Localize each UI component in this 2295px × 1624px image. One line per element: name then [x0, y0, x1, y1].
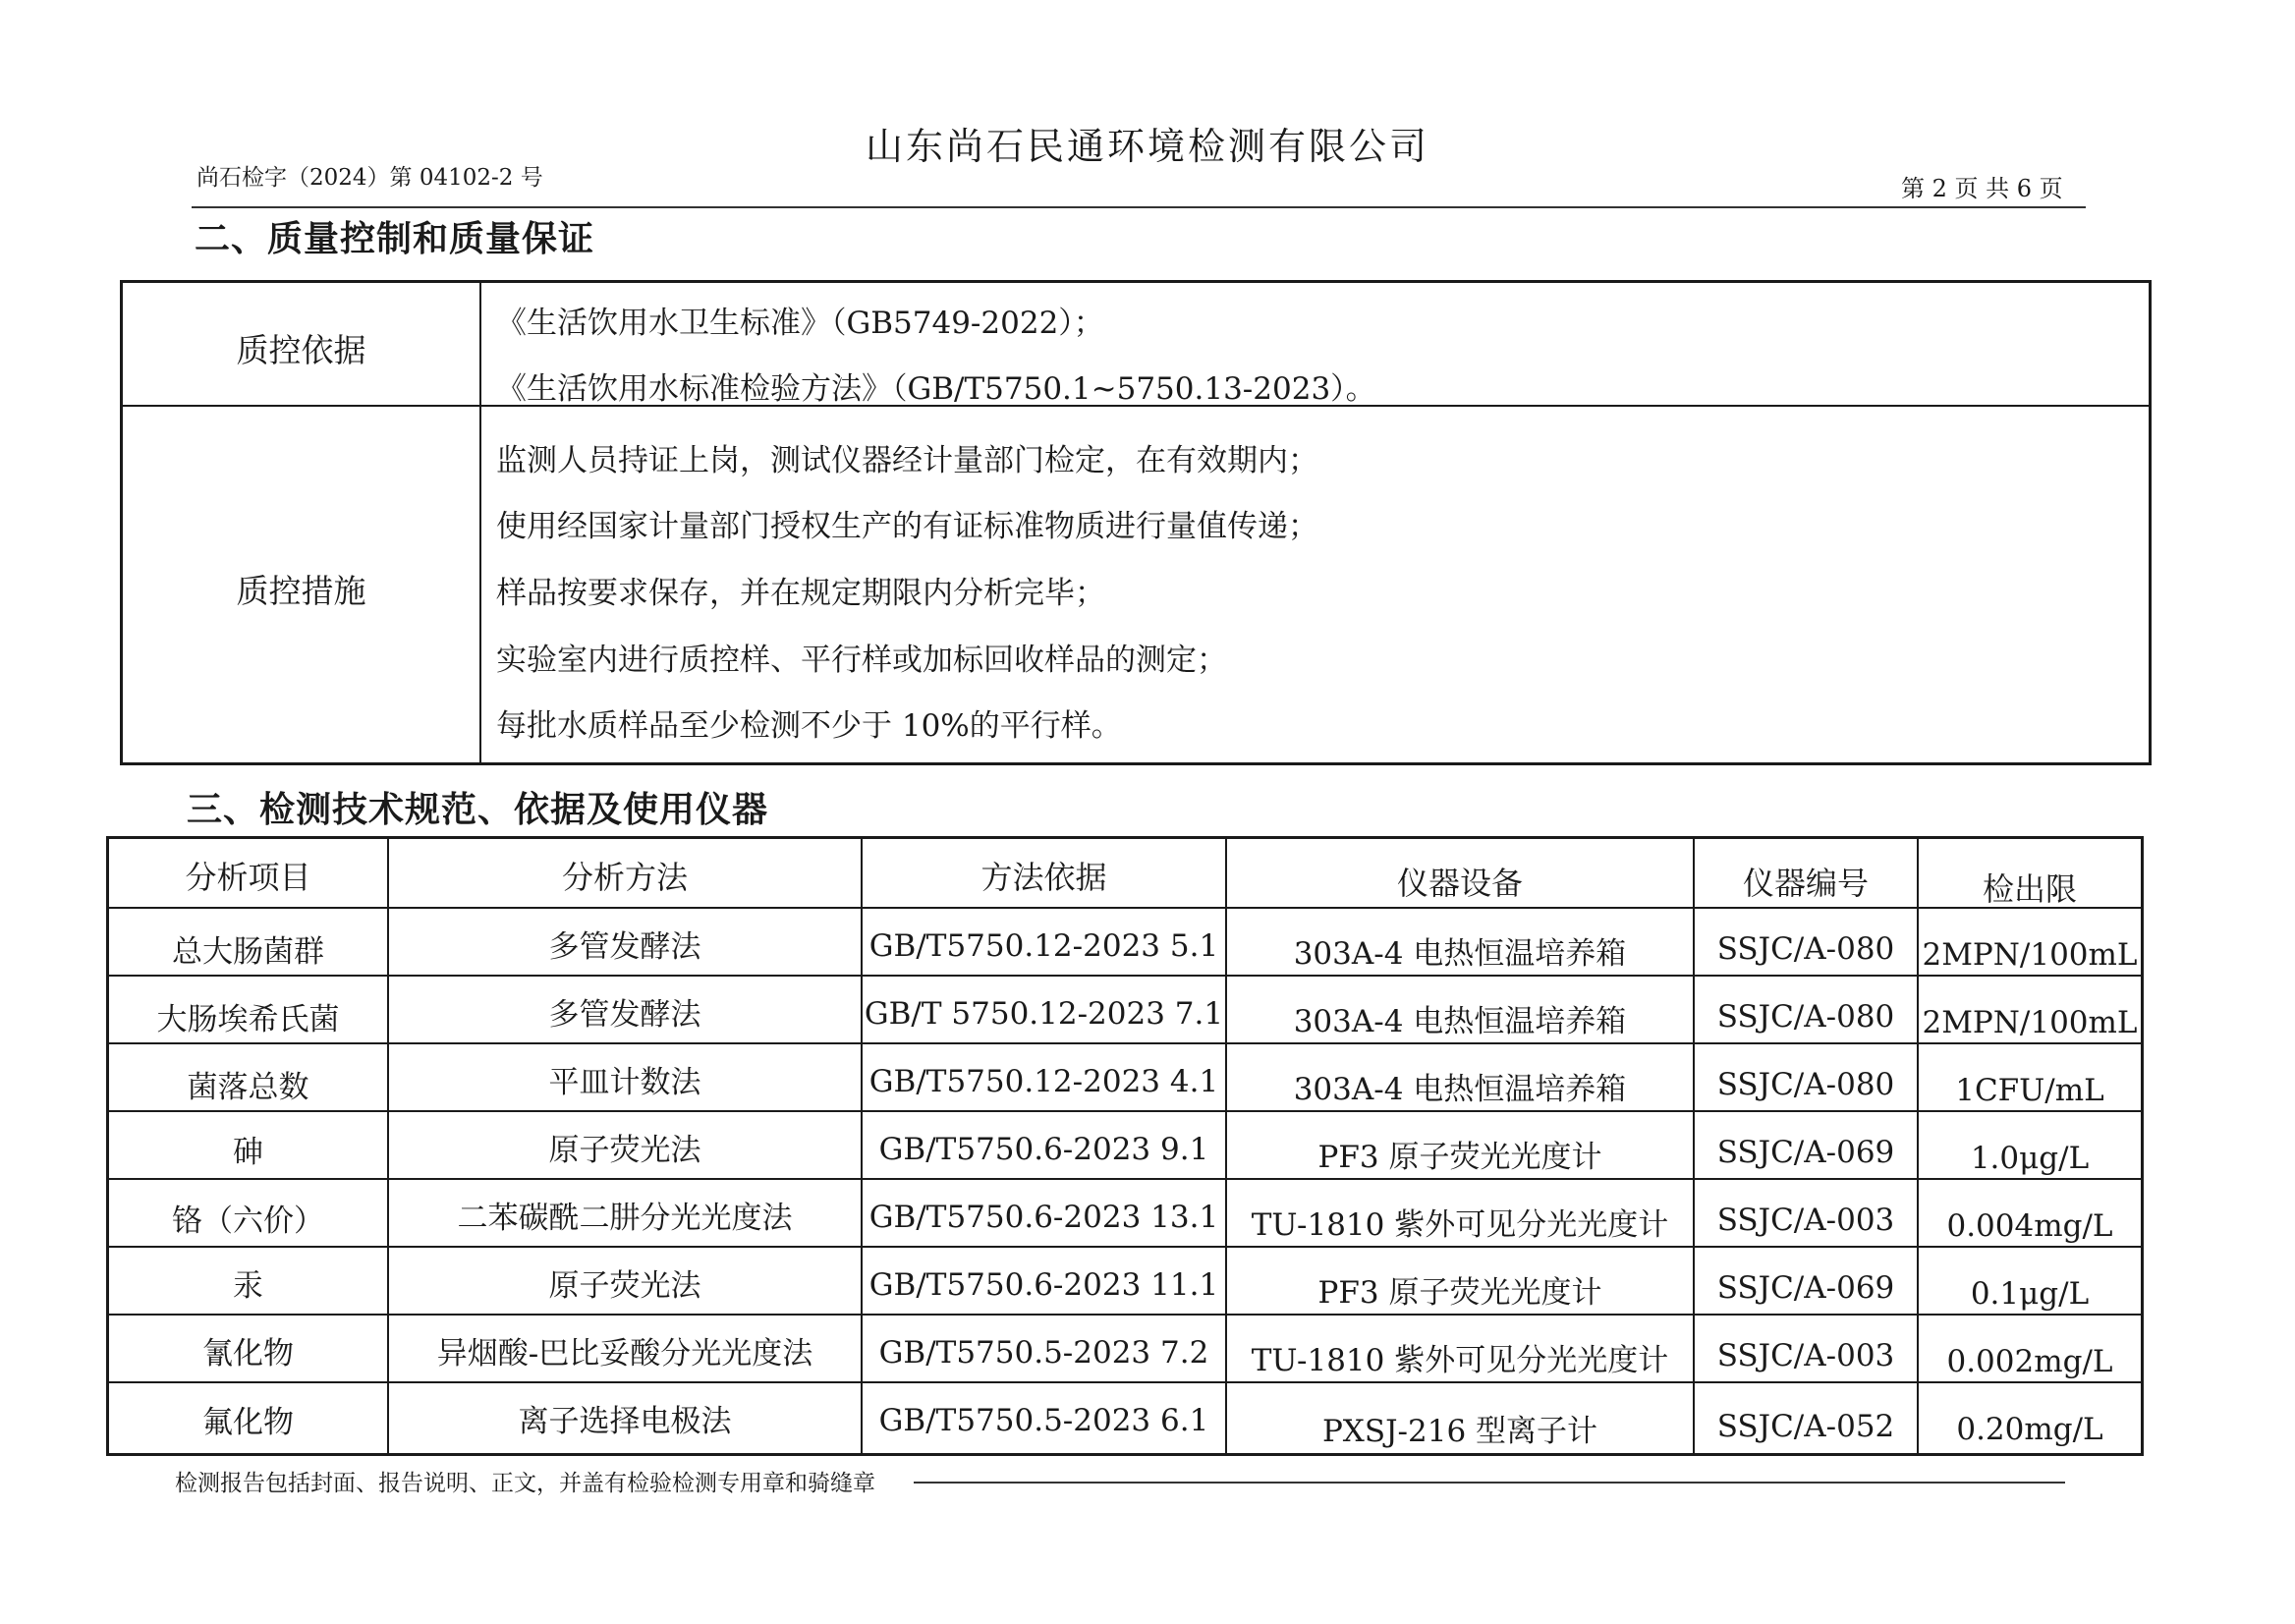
qc-basis-line: 《生活饮用水卫生标准》（GB5749-2022）；: [496, 306, 1104, 341]
table-cell-item: 砷: [233, 1135, 263, 1170]
table-cell-detection-limit: 0.002mg/L: [1946, 1344, 2113, 1379]
table-cell-detection-limit: 0.1μg/L: [1970, 1276, 2090, 1312]
table-cell-instrument: PF3 原子荧光光度计: [1317, 1140, 1602, 1175]
table-cell-instrument-id: SSJC/A-080: [1716, 931, 1895, 967]
row-divider: [109, 1314, 2141, 1316]
table-cell-instrument: 303A-4 电热恒温培养箱: [1293, 936, 1627, 972]
table-cell-instrument: 303A-4 电热恒温培养箱: [1293, 1072, 1627, 1107]
qc-measures-line: 每批水质样品至少检测不少于 10%的平行样。: [496, 708, 1122, 744]
table-cell-standard: GB/T5750.5-2023 7.2: [878, 1335, 1209, 1371]
qc-basis-line: 《生活饮用水标准检验方法》（GB/T5750.1~5750.13-2023）。: [496, 371, 1376, 407]
table-cell-instrument-id: SSJC/A-003: [1716, 1338, 1895, 1373]
table-cell-method: 离子选择电极法: [518, 1404, 732, 1439]
row-divider: [109, 1381, 2141, 1383]
table-cell-item: 大肠埃希氏菌: [156, 1002, 340, 1037]
table-cell-item: 汞: [233, 1268, 263, 1304]
company-name: 山东尚石民通环境检测有限公司: [865, 125, 1429, 168]
column-header: 检出限: [1982, 870, 2077, 908]
footer-rule: [914, 1482, 2065, 1484]
header-rule: [192, 206, 2086, 208]
table-cell-item: 菌落总数: [187, 1070, 309, 1105]
table-cell-method: 多管发酵法: [548, 997, 701, 1033]
table-cell-detection-limit: 2MPN/100mL: [1922, 1005, 2138, 1040]
row-divider: [109, 1042, 2141, 1044]
qc-measures-label: 质控措施: [236, 572, 366, 610]
table-cell-standard: GB/T5750.6-2023 9.1: [878, 1132, 1209, 1167]
table-cell-instrument: PXSJ-216 型离子计: [1321, 1414, 1598, 1449]
row-divider: [109, 1178, 2141, 1180]
table-cell-method: 原子荧光法: [548, 1133, 701, 1168]
table-cell-instrument-id: SSJC/A-052: [1716, 1409, 1895, 1444]
row-divider: [109, 1110, 2141, 1112]
table-cell-method: 异烟酸-巴比妥酸分光光度法: [436, 1336, 813, 1372]
table-cell-detection-limit: 0.004mg/L: [1946, 1208, 2113, 1244]
qc-measures-line: 实验室内进行质控样、平行样或加标回收样品的测定；: [496, 643, 1227, 678]
table-cell-item: 氰化物: [202, 1336, 294, 1372]
table-cell-detection-limit: 2MPN/100mL: [1922, 937, 2138, 973]
qc-measures-line: 样品按要求保存，并在规定期限内分析完毕；: [496, 576, 1105, 611]
table-cell-method: 多管发酵法: [548, 929, 701, 965]
table-cell-standard: GB/T5750.12-2023 5.1: [868, 928, 1219, 964]
table-cell-instrument-id: SSJC/A-080: [1716, 999, 1895, 1035]
table-cell-standard: GB/T5750.5-2023 6.1: [878, 1403, 1209, 1438]
qc-section-heading: 二、质量控制和质量保证: [195, 218, 595, 259]
column-header: 仪器编号: [1742, 865, 1869, 902]
qc-measures-line: 使用经国家计量部门授权生产的有证标准物质进行量值传递；: [496, 509, 1318, 544]
table-cell-instrument: PF3 原子荧光光度计: [1317, 1275, 1602, 1311]
footer-note: 检测报告包括封面、报告说明、正文，并盖有检验检测专用章和骑缝章: [175, 1471, 875, 1496]
table-cell-item: 铬（六价）: [172, 1204, 324, 1239]
table-cell-instrument-id: SSJC/A-080: [1716, 1067, 1895, 1102]
qc-basis-label: 质控依据: [236, 331, 366, 369]
page-number: 第 2 页 共 6 页: [1901, 175, 2063, 202]
table-cell-item: 氟化物: [202, 1405, 294, 1440]
table-cell-instrument: 303A-4 电热恒温培养箱: [1293, 1004, 1627, 1039]
qc-table-divider: [479, 283, 481, 762]
table-cell-instrument: TU-1810 紫外可见分光光度计: [1251, 1207, 1669, 1243]
table-cell-instrument: TU-1810 紫外可见分光光度计: [1251, 1343, 1669, 1378]
table-cell-instrument-id: SSJC/A-069: [1716, 1270, 1895, 1306]
table-cell-standard: GB/T5750.12-2023 4.1: [868, 1064, 1219, 1099]
report-number: 尚石检字（2024）第 04102-2 号: [196, 165, 543, 191]
column-header: 分析方法: [561, 859, 688, 896]
qc-measures-line: 监测人员持证上岗，测试仪器经计量部门检定，在有效期内；: [496, 443, 1318, 478]
table-cell-standard: GB/T5750.6-2023 11.1: [868, 1267, 1219, 1303]
table-cell-standard: GB/T5750.6-2023 13.1: [868, 1200, 1219, 1235]
table-cell-standard: GB/T 5750.12-2023 7.1: [864, 996, 1224, 1032]
qc-table: [120, 280, 2152, 765]
row-divider: [109, 975, 2141, 977]
row-divider: [109, 1246, 2141, 1248]
table-cell-instrument-id: SSJC/A-069: [1716, 1135, 1895, 1170]
column-header: 分析项目: [185, 859, 311, 896]
table-cell-method: 二苯碳酰二肼分光光度法: [457, 1201, 793, 1236]
table-cell-detection-limit: 1CFU/mL: [1955, 1073, 2104, 1108]
table-cell-item: 总大肠菌群: [172, 934, 324, 970]
table-cell-method: 平皿计数法: [548, 1065, 701, 1100]
column-header: 方法依据: [980, 859, 1107, 896]
table-cell-method: 原子荧光法: [548, 1268, 701, 1304]
row-divider: [109, 907, 2141, 909]
table-cell-instrument-id: SSJC/A-003: [1716, 1203, 1895, 1238]
methods-section-heading: 三、检测技术规范、依据及使用仪器: [187, 789, 769, 830]
methods-table: [106, 836, 2144, 1456]
table-cell-detection-limit: 0.20mg/L: [1956, 1412, 2103, 1447]
table-cell-detection-limit: 1.0μg/L: [1970, 1141, 2090, 1176]
column-header: 仪器设备: [1396, 865, 1523, 902]
